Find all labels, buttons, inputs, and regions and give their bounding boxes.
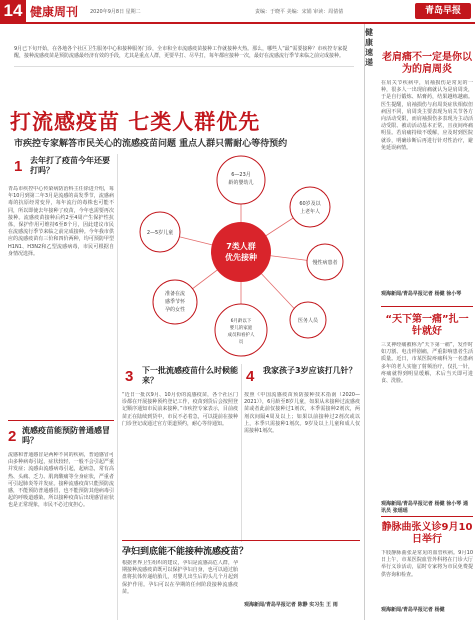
diagram-label-elderly: 60岁及以上老年人 <box>299 201 321 215</box>
article-intro: 9月已下旬开始，在各地各个社区卫生服务中心和接种服务门诊，全市和全市流感疫苗接种工作就接种火热。那么，哪些人“最”需要接种？市疾控专家提醒，接种流感疫苗是预防流感最经济有效的手段，尤其是重点人群，更要早打、尽早打，每年都应接种一次，最好在流感流行季节来临之前完成接种。 <box>14 46 354 67</box>
issue-date: 2020年9月8日 星期二 <box>90 9 141 15</box>
story-2-body: 三叉神经痛被称为“天下第一痛”，发作时如刀割、电击样剧痛，严重影响患者生活质量。近日，市某医院疼痛科为一名患病多年的老人实施了射频治疗，仅扎一针，疼痛就得到明显缓解，术后当天即可进食、洗脸。 <box>381 342 473 385</box>
question-3-body: “近日一批次9月、10月份的流感疫苗，各个社区门诊都在开展接种预约登记工作，疫苗到货后会按照登记顺序通知市民前来接种。”市疾控专家表示，目前疫苗正在陆续到货中，市民不必着急，可以提前在接种门诊登记或通过官方渠道预约，耐心等待通知。 <box>122 392 238 427</box>
diagram-center <box>211 222 271 282</box>
divider <box>381 306 473 307</box>
sidebar-tab-label: 健康速递 <box>365 28 373 67</box>
divider <box>8 420 114 421</box>
question-3-heading: 下一批流感疫苗什么时候能来？ <box>142 366 238 385</box>
question-3-number: 3 <box>125 368 134 385</box>
question-4-body: 按照《中国流感疫苗预防接种技术指南（2020—2021）》，6月龄至8岁儿童，如果从未接种过流感疫苗或者此前仅接种过1剂次，本季需接种2剂次，两剂次间隔4周及以上；如果以前接种过2剂次或以上，本季只需接种1剂次。9岁及以上儿童和成人仅需接种1剂次。 <box>244 392 360 435</box>
story-1-source: 观海新闻/青岛早报记者 杨健 徐小琴 <box>381 291 462 297</box>
diagram-label-medical: 医务人员 <box>297 318 319 324</box>
question-2-heading: 流感疫苗能预防普通感冒吗？ <box>22 426 110 445</box>
question-1-number: 1 <box>14 158 23 175</box>
question-1-body: 青岛市疾控中心传染病防治科主任徐进介绍，每年10月到第二年3月是流感的高发季节，流感病毒的抗原经常变异，每年流行的毒株也可能不同，所以即使去年接种了疫苗，今年也需要再次接种。流感疫苗接种后约2至4周产生保护性抗体，保护作用可维持6至8个月，因此建议市民在流感流行季节来临之前完成接种。今年我市供应的流感疫苗有三价和四价两种，均可预防甲型H1N1、H3N2和乙型流感病毒，市民可根据自身情况选择。 <box>8 186 114 257</box>
page-header <box>0 0 475 24</box>
question-1-heading: 去年打了疫苗今年还要打吗？ <box>30 156 110 175</box>
story-3-source: 观海新闻/青岛早报记者 杨健 <box>381 607 445 613</box>
diagram-label-infants: 6—23月龄的婴幼儿 <box>228 172 254 186</box>
diagram-label-chronic: 慢性病患者 <box>312 260 338 266</box>
diagram-node-elderly <box>290 187 330 227</box>
story-1-title: 老肩痛不一定是你以为的肩周炎 <box>382 52 472 75</box>
sidebar-health-news <box>364 24 475 620</box>
story-2-source: 观海新闻/青岛早报记者 杨健 徐小琴 通讯员 张瑶瑶 <box>381 501 469 514</box>
article-source: 观海新闻/青岛早报记者 陈静 实习生 王 雨 <box>244 602 338 608</box>
question-2-number: 2 <box>8 428 17 445</box>
diagram-label-caregivers: 6月龄以下婴儿的家庭成员和看护人员 <box>227 319 255 345</box>
main-article <box>0 24 364 620</box>
question-2-body: 流感和普通感冒是两种不同的疾病，普通感冒可由多种病毒引起，症状较轻，一般不会引起严重并发症；流感由流感病毒引起，起病急，常有高热、头痛、乏力、肌肉酸痛等全身症状，严重者可引起肺炎等并发症。接种流感疫苗只能预防流感，不能预防普通感冒，也不能预防其他病毒引起的呼吸道感染。所以接种疫苗后出现感冒症状也是正常现象，市民不必过度担心。 <box>8 452 114 509</box>
diagram-label-children: 2—5岁儿童 <box>146 230 174 236</box>
editor-credits: 责编：于晓平 美编：宋娟 审读：周倩倩 <box>255 9 344 15</box>
divider <box>122 540 360 541</box>
column-divider <box>241 364 242 542</box>
priority-groups-diagram <box>120 152 362 357</box>
story-3-title: 静脉曲张义诊9月10日举行 <box>381 522 473 545</box>
story-3-body: 下肢静脉曲张是常见的血管疾病。9月10日上午，市某医院血管外科将在门诊大厅举行义诊活动，届时专家将为市民免费提供咨询和检查。 <box>381 550 473 578</box>
pregnancy-body: 根据世界卫生组织的建议，孕妇是流感高危人群，孕期接种流感疫苗既可以保护孕妇自身，也可以通过胎盘将抗体传递给胎儿，对婴儿出生后的头几个月起到保护作用。孕妇可以在孕期的任何阶段接种流感疫苗。 <box>122 560 238 595</box>
question-4-heading: 我家孩子3岁应该打几针？ <box>263 366 357 375</box>
diagram-label-pregnancy: 准备在流感季节怀孕的女性 <box>164 291 186 313</box>
article-subtitle: 市疾控专家解答市民关心的流感疫苗问题 重点人群只需耐心等待预约 <box>14 139 288 149</box>
section-title: 健康周刊 <box>30 5 79 19</box>
newspaper-logo: 青岛早报 <box>415 3 471 19</box>
story-2-title: “天下第一痛”扎一针就好 <box>385 314 469 337</box>
story-1-body: 在肩关节疾病中，肩袖损伤是常见的一种，很多人一出现肩痛就认为是肩周炎，于是自行锻炼、贴膏药，结果越练越痛。医生提醒，肩袖损伤与肩周炎症状相似但病因不同，肩周炎主要表现为肩关节各方向活动受限，而肩袖损伤多表现为主动活动受限、被动活动基本正常，且夜间疼痛明显。若肩痛持续不缓解，应及时到医院就诊，明确诊断后再进行针对性治疗，避免延误病情。 <box>381 80 473 151</box>
question-4-number: 4 <box>246 368 255 385</box>
pregnancy-heading: 孕妇到底能不能接种流感疫苗？ <box>121 547 248 557</box>
page-number: 14 <box>0 0 26 22</box>
divider <box>381 516 473 517</box>
diagram-center-label: 7类人群优先接种 <box>225 242 257 262</box>
article-title: 打流感疫苗 七类人群优先 <box>10 110 261 134</box>
